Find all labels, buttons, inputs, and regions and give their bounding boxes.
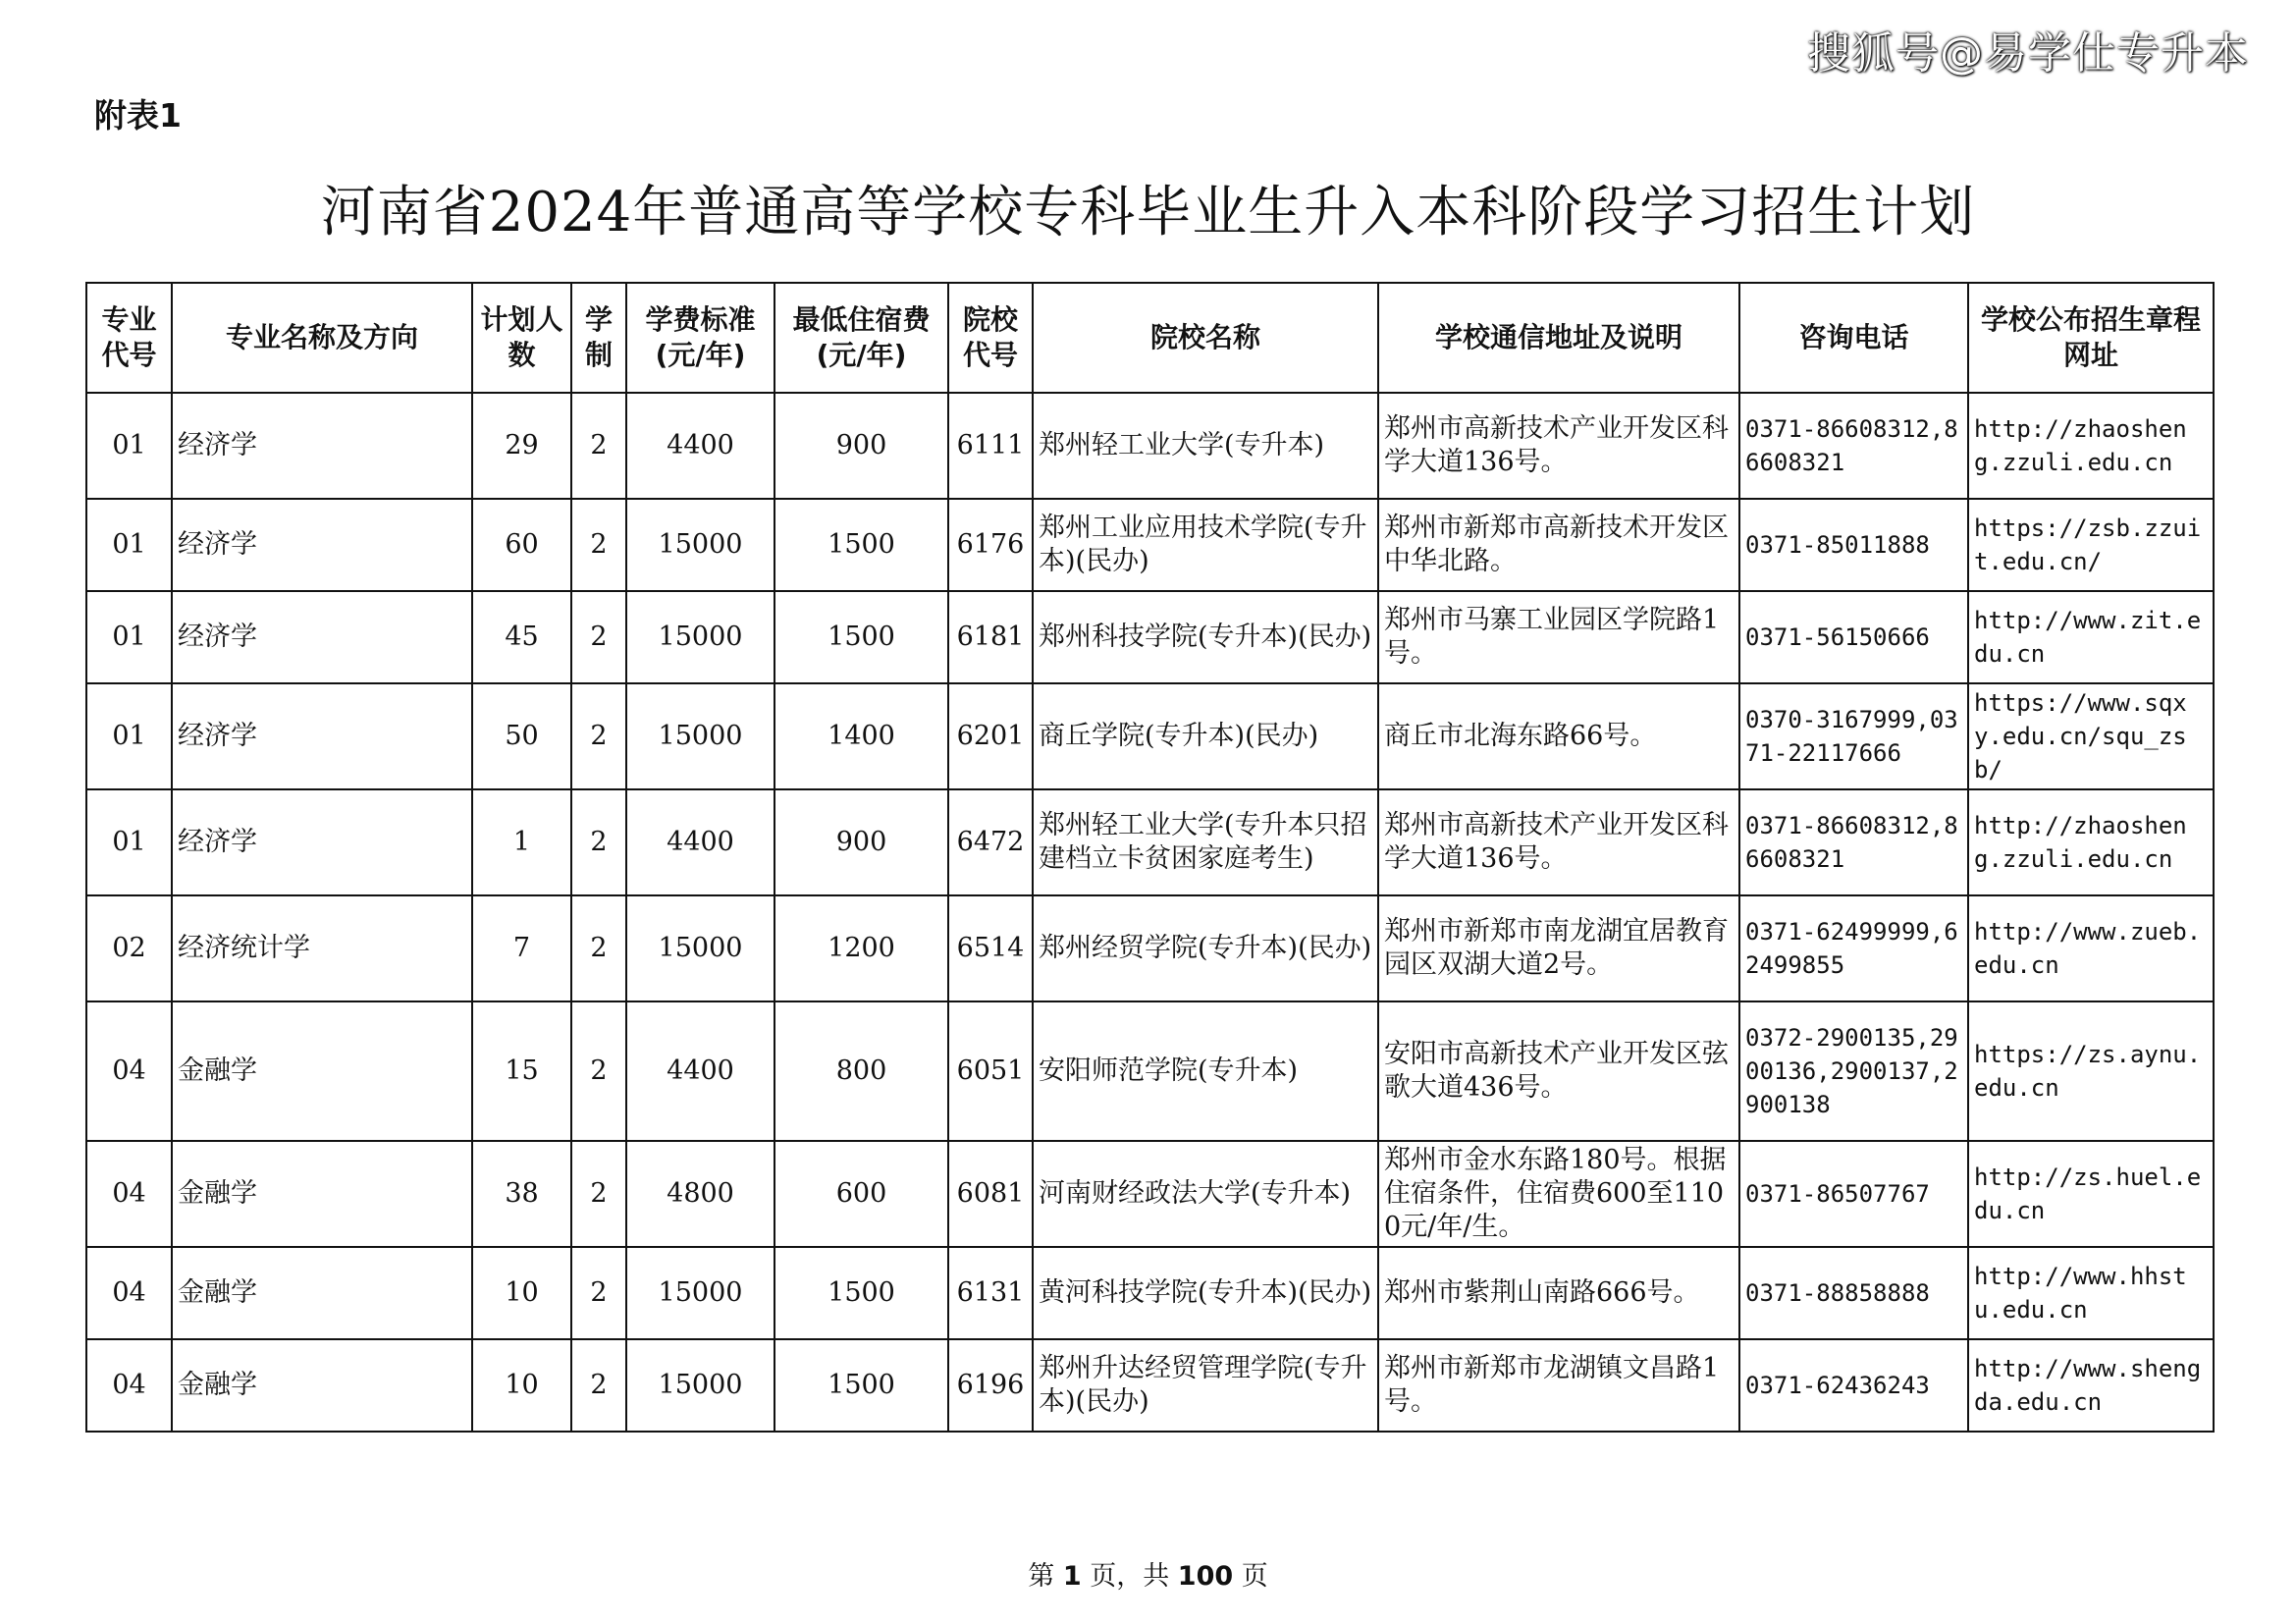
- header-school-code: 院校代号: [948, 283, 1033, 393]
- cell-major-name: 金融学: [172, 1247, 472, 1339]
- cell-tuition: 15000: [626, 1339, 774, 1432]
- cell-years: 2: [571, 499, 626, 591]
- cell-phone: 0371-86507767: [1739, 1141, 1968, 1247]
- cell-phone: 0370-3167999,0371-22117666: [1739, 683, 1968, 789]
- cell-school-name: 郑州轻工业大学(专升本): [1033, 393, 1378, 499]
- cell-major-code: 01: [86, 683, 172, 789]
- cell-address: 郑州市紫荆山南路666号。: [1378, 1247, 1739, 1339]
- cell-school-name: 郑州工业应用技术学院(专升本)(民办): [1033, 499, 1378, 591]
- cell-website: http://www.hhstu.edu.cn: [1968, 1247, 2214, 1339]
- cell-school-name: 黄河科技学院(专升本)(民办): [1033, 1247, 1378, 1339]
- cell-school-name: 郑州轻工业大学(专升本只招建档立卡贫困家庭考生): [1033, 789, 1378, 895]
- footer-total-pages: 100: [1177, 1561, 1234, 1592]
- cell-major-name: 经济学: [172, 499, 472, 591]
- cell-years: 2: [571, 1001, 626, 1141]
- cell-dorm: 600: [774, 1141, 948, 1247]
- cell-major-name: 经济学: [172, 591, 472, 683]
- cell-school-name: 郑州升达经贸管理学院(专升本)(民办): [1033, 1339, 1378, 1432]
- table-row: [86, 789, 2214, 895]
- cell-years: 2: [571, 895, 626, 1001]
- cell-dorm: 1200: [774, 895, 948, 1001]
- cell-dorm: 1500: [774, 1339, 948, 1432]
- cell-website: http://zs.huel.edu.cn: [1968, 1141, 2214, 1247]
- cell-dorm: 900: [774, 393, 948, 499]
- cell-phone: 0371-62436243: [1739, 1339, 1968, 1432]
- cell-school-name: 郑州科技学院(专升本)(民办): [1033, 591, 1378, 683]
- cell-major-name: 金融学: [172, 1141, 472, 1247]
- cell-school-code: 6081: [948, 1141, 1033, 1247]
- footer-prefix: 第: [1028, 1561, 1063, 1592]
- cell-years: 2: [571, 1339, 626, 1432]
- header-tuition: 学费标准(元/年): [626, 283, 774, 393]
- cell-years: 2: [571, 683, 626, 789]
- cell-school-name: 河南财经政法大学(专升本): [1033, 1141, 1378, 1247]
- header-plan: 计划人数: [472, 283, 571, 393]
- table-header-row: [86, 283, 2214, 393]
- cell-school-code: 6131: [948, 1247, 1033, 1339]
- cell-address: 郑州市新郑市高新技术开发区中华北路。: [1378, 499, 1739, 591]
- cell-plan: 15: [472, 1001, 571, 1141]
- cell-website: https://zs.aynu.edu.cn: [1968, 1001, 2214, 1141]
- cell-major-name: 金融学: [172, 1001, 472, 1141]
- header-address: 学校通信地址及说明: [1378, 283, 1739, 393]
- cell-major-code: 01: [86, 591, 172, 683]
- cell-website: https://www.sqxy.edu.cn/squ_zsb/: [1968, 683, 2214, 789]
- cell-website: http://zhaosheng.zzuli.edu.cn: [1968, 393, 2214, 499]
- cell-tuition: 4400: [626, 789, 774, 895]
- cell-website: http://www.zit.edu.cn: [1968, 591, 2214, 683]
- cell-address: 商丘市北海东路66号。: [1378, 683, 1739, 789]
- cell-school-code: 6111: [948, 393, 1033, 499]
- cell-tuition: 15000: [626, 499, 774, 591]
- cell-plan: 10: [472, 1339, 571, 1432]
- page-title: 河南省2024年普通高等学校专科毕业生升入本科阶段学习招生计划: [320, 181, 1976, 244]
- cell-school-name: 郑州经贸学院(专升本)(民办): [1033, 895, 1378, 1001]
- cell-address: 安阳市高新技术产业开发区弦歌大道436号。: [1378, 1001, 1739, 1141]
- cell-address: 郑州市新郑市龙湖镇文昌路1号。: [1378, 1339, 1739, 1432]
- cell-major-code: 02: [86, 895, 172, 1001]
- header-major-code: 专业代号: [86, 283, 172, 393]
- table-row: [86, 499, 2214, 591]
- cell-plan: 45: [472, 591, 571, 683]
- header-years: 学制: [571, 283, 626, 393]
- cell-phone: 0372-2900135,2900136,2900137,2900138: [1739, 1001, 1968, 1141]
- cell-tuition: 15000: [626, 591, 774, 683]
- cell-plan: 29: [472, 393, 571, 499]
- cell-school-code: 6514: [948, 895, 1033, 1001]
- cell-years: 2: [571, 789, 626, 895]
- footer-page-number: 1: [1062, 1561, 1082, 1592]
- cell-school-code: 6201: [948, 683, 1033, 789]
- table-row: [86, 683, 2214, 789]
- cell-years: 2: [571, 591, 626, 683]
- cell-phone: 0371-62499999,62499855: [1739, 895, 1968, 1001]
- watermark-text: 搜狐号@易学仕专升本: [1807, 28, 2249, 79]
- table-row: [86, 1247, 2214, 1339]
- table-row: [86, 895, 2214, 1001]
- cell-address: 郑州市高新技术产业开发区科学大道136号。: [1378, 393, 1739, 499]
- cell-phone: 0371-88858888: [1739, 1247, 1968, 1339]
- cell-website: https://zsb.zzuit.edu.cn/: [1968, 499, 2214, 591]
- table-row: [86, 393, 2214, 499]
- cell-major-name: 经济学: [172, 683, 472, 789]
- cell-address: 郑州市高新技术产业开发区科学大道136号。: [1378, 789, 1739, 895]
- cell-major-code: 04: [86, 1247, 172, 1339]
- page-footer: [0, 1554, 2296, 1593]
- cell-major-name: 经济统计学: [172, 895, 472, 1001]
- cell-dorm: 1500: [774, 591, 948, 683]
- annex-label: 附表1: [94, 96, 182, 135]
- cell-tuition: 15000: [626, 895, 774, 1001]
- cell-tuition: 15000: [626, 1247, 774, 1339]
- cell-school-name: 商丘学院(专升本)(民办): [1033, 683, 1378, 789]
- header-website: 学校公布招生章程网址: [1968, 283, 2214, 393]
- cell-major-code: 01: [86, 789, 172, 895]
- cell-dorm: 1500: [774, 499, 948, 591]
- cell-plan: 10: [472, 1247, 571, 1339]
- footer-suffix: 页: [1233, 1561, 1268, 1592]
- table-row: [86, 1339, 2214, 1432]
- cell-phone: 0371-86608312,86608321: [1739, 393, 1968, 499]
- cell-major-code: 04: [86, 1001, 172, 1141]
- cell-major-name: 金融学: [172, 1339, 472, 1432]
- cell-major-code: 04: [86, 1141, 172, 1247]
- cell-school-name: 安阳师范学院(专升本): [1033, 1001, 1378, 1141]
- cell-dorm: 900: [774, 789, 948, 895]
- footer-middle: 页，共: [1081, 1561, 1178, 1592]
- cell-plan: 1: [472, 789, 571, 895]
- cell-major-code: 04: [86, 1339, 172, 1432]
- header-school-name: 院校名称: [1033, 283, 1378, 393]
- cell-phone: 0371-56150666: [1739, 591, 1968, 683]
- cell-website: http://www.zueb.edu.cn: [1968, 895, 2214, 1001]
- cell-plan: 7: [472, 895, 571, 1001]
- cell-plan: 50: [472, 683, 571, 789]
- cell-school-code: 6181: [948, 591, 1033, 683]
- cell-school-code: 6051: [948, 1001, 1033, 1141]
- cell-school-code: 6196: [948, 1339, 1033, 1432]
- cell-plan: 38: [472, 1141, 571, 1247]
- cell-plan: 60: [472, 499, 571, 591]
- cell-major-name: 经济学: [172, 393, 472, 499]
- table-body: [86, 393, 2214, 1432]
- cell-website: http://zhaosheng.zzuli.edu.cn: [1968, 789, 2214, 895]
- cell-major-code: 01: [86, 499, 172, 591]
- cell-tuition: 4400: [626, 1001, 774, 1141]
- cell-years: 2: [571, 393, 626, 499]
- cell-address: 郑州市金水东路180号。根据住宿条件，住宿费600至1100元/年/生。: [1378, 1141, 1739, 1247]
- cell-dorm: 1400: [774, 683, 948, 789]
- table-row: [86, 1141, 2214, 1247]
- cell-dorm: 800: [774, 1001, 948, 1141]
- cell-major-name: 经济学: [172, 789, 472, 895]
- cell-address: 郑州市新郑市南龙湖宜居教育园区双湖大道2号。: [1378, 895, 1739, 1001]
- cell-address: 郑州市马寨工业园区学院路1号。: [1378, 591, 1739, 683]
- cell-years: 2: [571, 1247, 626, 1339]
- enrollment-plan-table: [85, 282, 2215, 1433]
- cell-school-code: 6176: [948, 499, 1033, 591]
- cell-tuition: 15000: [626, 683, 774, 789]
- cell-school-code: 6472: [948, 789, 1033, 895]
- cell-dorm: 1500: [774, 1247, 948, 1339]
- header-phone: 咨询电话: [1739, 283, 1968, 393]
- table-row: [86, 1001, 2214, 1141]
- header-dorm: 最低住宿费(元/年): [774, 283, 948, 393]
- table-row: [86, 591, 2214, 683]
- cell-years: 2: [571, 1141, 626, 1247]
- cell-phone: 0371-86608312,86608321: [1739, 789, 1968, 895]
- cell-phone: 0371-85011888: [1739, 499, 1968, 591]
- cell-tuition: 4400: [626, 393, 774, 499]
- cell-major-code: 01: [86, 393, 172, 499]
- header-major-name: 专业名称及方向: [172, 283, 472, 393]
- cell-tuition: 4800: [626, 1141, 774, 1247]
- cell-website: http://www.shengda.edu.cn: [1968, 1339, 2214, 1432]
